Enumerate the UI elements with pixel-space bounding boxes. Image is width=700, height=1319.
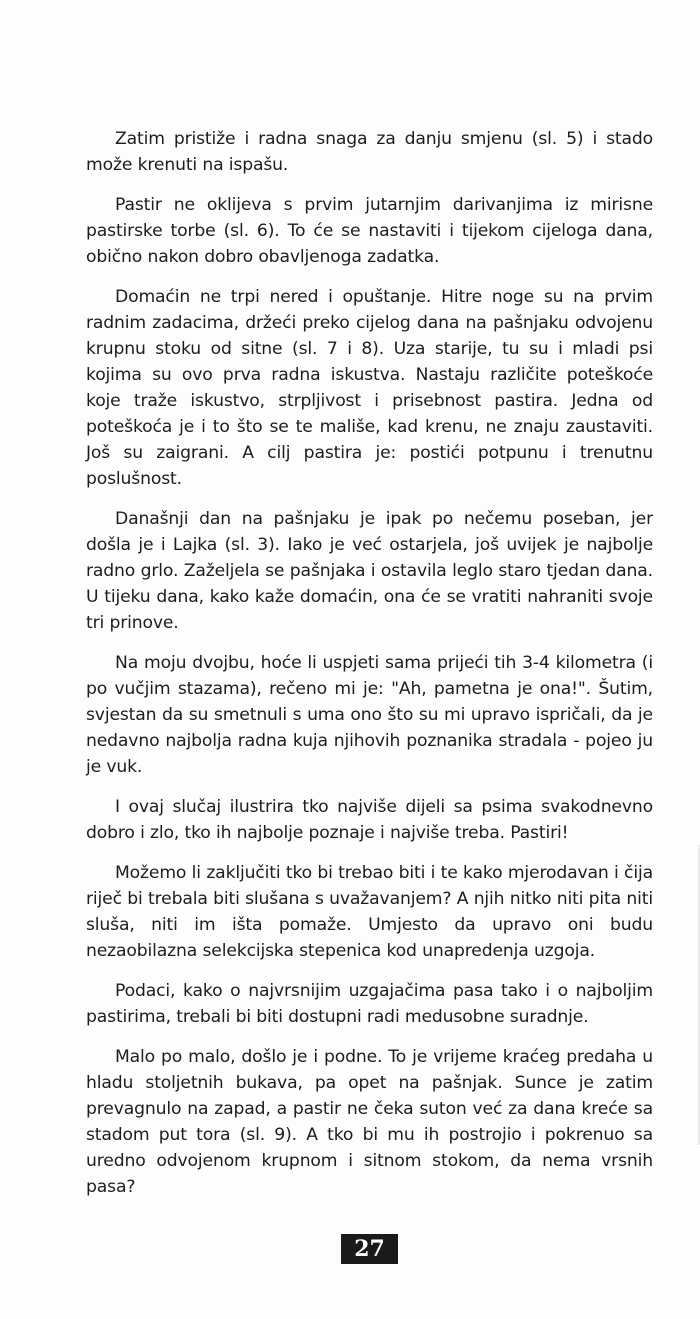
paragraph-5: Na moju dvojbu, hoće li uspjeti sama prijeći tih 3-4 kilometra (i po vučjim stazama), rečeno mi je: "Ah, pametna je ona!". Šutim, svjestan da su smetnuli s uma ono što su mi upravo ispričali, da je nedavno najbolja radna kuja njihovih poznanika stradala - pojeo ju je vuk. [86, 653, 653, 777]
paragraph-3: Domaćin ne trpi nered i opuštanje. Hitre noge su na prvim radnim zadacima, držeći preko cijelog dana na pašnjaku odvojenu krupnu stoku od sitne (sl. 7 i 8). Uza starije, tu su i mladi psi kojima su ovo prva radna iskustva. Nastaju različite poteškoće koje traže iskustvo, strpljivost i prisebnost pastira. Jedna od poteškoća je i to što se te mališe, kad krenu, ne znaju zaustaviti. Još su zaigrani. A cilj pastira je: postići potpunu i trenutnu poslušnost. [86, 287, 653, 489]
paragraph-1: Zatim pristiže i radna snaga za danju smjenu (sl. 5) i stado može krenuti na ispašu. [86, 129, 653, 175]
paragraph-8: Podaci, kako o najvrsnijim uzgajačima pasa tako i o najboljim pastirima, trebali bi biti dostupni radi medusobne suradnje. [86, 981, 653, 1027]
body-text [86, 126, 653, 1200]
paragraph-2: Pastir ne oklijeva s prvim jutarnjim darivanjima iz mirisne pastirske torbe (sl. 6). To će se nastaviti i tijekom cijeloga dana, obično nakon dobro obavljenoga zadatka. [86, 195, 653, 267]
paragraph-6: I ovaj slučaj ilustrira tko najviše dijeli sa psima svakodnevno dobro i zlo, tko ih najbolje poznaje i najviše treba. Pastiri! [86, 797, 653, 843]
paragraph-9: Malo po malo, došlo je i podne. To je vrijeme kraćeg predaha u hladu stoljetnih bukava, pa opet na pašnjak. Sunce je zatim prevagnulo na zapad, a pastir ne čeka suton već za dana kreće sa stadom put tora (sl. 9). A tko bi mu ih postrojio i pokrenuo sa uredno odvojenom krupnom i sitnom stokom, da nema vrsnih pasa? [86, 1047, 653, 1197]
page-number: 27 [341, 1234, 398, 1264]
paragraph-7: Možemo li zaključiti tko bi trebao biti i te kako mjerodavan i čija riječ bi trebala biti slušana s uvažavanjem? A njih nitko niti pita niti sluša, niti im išta pomaže. Umjesto da upravo oni budu nezaobilazna selekcijska stepenica kod unapredenja uzgoja. [86, 863, 653, 961]
paragraph-4: Današnji dan na pašnjaku je ipak po nečemu poseban, jer došla je i Lajka (sl. 3). Iako je već ostarjela, još uvijek je najbolje radno grlo. Zaželjela se pašnjaka i ostavila leglo staro tjedan dana. U tijeku dana, kako kaže domaćin, ona će se vratiti nahraniti svoje tri prinove. [86, 509, 653, 633]
